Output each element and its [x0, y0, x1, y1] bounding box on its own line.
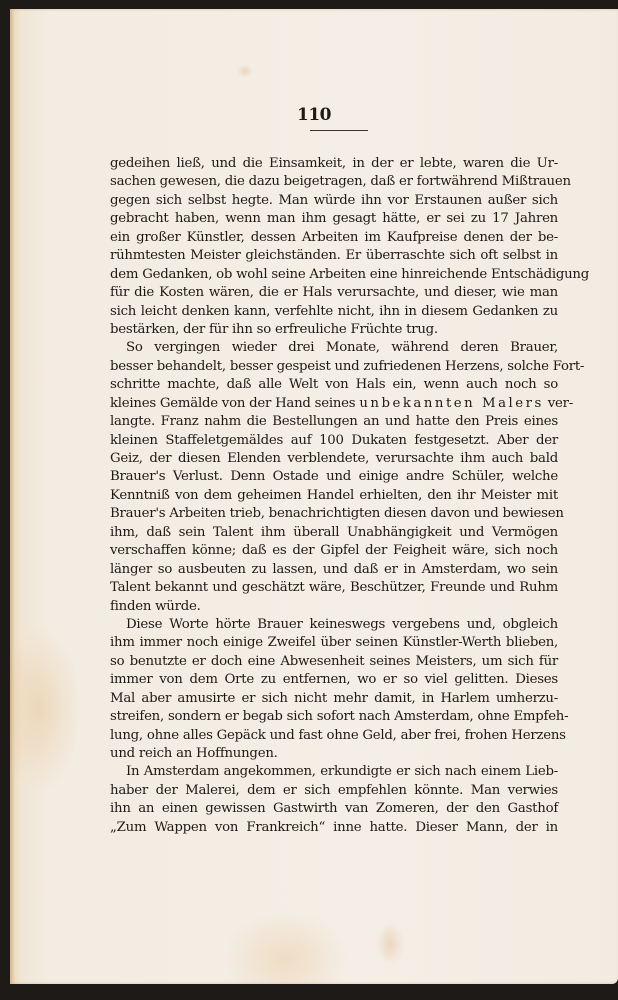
emphasized-text: unbekannten Malers [359, 395, 544, 411]
book-page [10, 9, 618, 984]
text-line: so benutzte er doch eine Abwesenheit seines Meisters, um sich für [110, 653, 558, 669]
text-line: „Zum Wappen von Frankreich“ inne hatte. Dieser Mann, der in [110, 819, 558, 835]
text-line: kleines Gemälde von der Hand seines unbekannten Malers ver- [110, 395, 574, 411]
text-line: haber der Malerei, dem er sich empfehlen könnte. Man verwies [110, 782, 558, 798]
text-line: sich leicht denken kann, verfehlte nicht, ihn in diesem Gedanken zu [110, 303, 558, 319]
text-line: dem Gedanken, ob wohl seine Arbeiten eine hinreichende Entschädigung [110, 266, 590, 282]
text-line: Talent bekannt und geschätzt wäre, Beschützer, Freunde und Ruhm [110, 580, 558, 596]
page-number-rule [310, 130, 368, 131]
text-line: immer von dem Orte zu entfernen, wo er so viel gelitten. Dieses [110, 672, 558, 688]
text-line: gebracht haben, wenn man ihm gesagt hätte, er sei zu 17 Jahren [110, 211, 558, 227]
text-line: länger so ausbeuten zu lassen, und daß er in Amsterdam, wo sein [110, 561, 558, 577]
text-line: Brauer's Verlust. Denn Ostade und einige andre Schüler, welche [110, 469, 558, 485]
text-line: So vergingen wieder drei Monate, während deren Brauer, [126, 340, 558, 356]
text-line: gegen sich selbst hegte. Man würde ihn vor Erstaunen außer sich [110, 192, 558, 208]
text-line: ein großer Künstler, dessen Arbeiten im Kaufpreise denen der be- [110, 229, 558, 245]
text-line: Diese Worte hörte Brauer keineswegs vergebens und, obgleich [126, 616, 558, 632]
text-line: sachen gewesen, die dazu beigetragen, daß er fortwährend Mißtrauen [110, 174, 571, 190]
text-line: Geiz, der diesen Elenden verblendete, verursachte ihm auch bald [110, 451, 558, 466]
text-line: ihn an einen gewissen Gastwirth van Zomeren, der den Gasthof [110, 801, 558, 817]
text-line: gedeihen ließ, und die Einsamkeit, in der er lebte, waren die Ur- [110, 156, 558, 171]
text-line: rühmtesten Meister gleichständen. Er überraschte sich oft selbst in [110, 248, 558, 264]
text-line: In Amsterdam angekommen, erkundigte er sich nach einem Lieb- [126, 764, 558, 780]
text-line: besser behandelt, besser gespeist und zufriedenen Herzens, solche Fort- [110, 358, 585, 374]
text-line: finden würde. [110, 598, 201, 614]
text-line: schritte machte, daß alle Welt von Hals ein, wenn auch noch so [110, 377, 558, 393]
text-line: verschaffen könne; daß es der Gipfel der Feigheit wäre, sich noch [110, 543, 558, 559]
text-line: Mal aber amusirte er sich nicht mehr damit, in Harlem umherzu- [110, 690, 558, 706]
text-line: Kenntniß von dem geheimen Handel erhielten, den ihr Meister mit [110, 487, 558, 503]
text-line: kleinen Staffeletgemäldes auf 100 Dukaten festgesetzt. Aber der [110, 432, 558, 448]
text-line: ihm, daß sein Talent ihm überall Unabhängigkeit und Vermögen [110, 524, 558, 540]
text-line: lung, ohne alles Gepäck und fast ohne Geld, aber frei, frohen Herzens [110, 727, 566, 743]
text-line: streifen, sondern er begab sich sofort nach Amsterdam, ohne Empfeh- [110, 709, 569, 725]
text-line: ihm immer noch einige Zweifel über seinen Künstler-Werth blieben, [110, 635, 558, 651]
page-number: 110 [297, 105, 331, 125]
text-line: und reich an Hoffnungen. [110, 746, 278, 761]
body-text [110, 155, 590, 837]
text-line: Brauer's Arbeiten trieb, benachrichtigten diesen davon und bewiesen [110, 506, 564, 522]
text-line: bestärken, der für ihn so erfreuliche Früchte trug. [110, 321, 438, 337]
text-line: für die Kosten wären, die er Hals verursachte, und dieser, wie man [110, 285, 558, 301]
text-line: langte. Franz nahm die Bestellungen an und hatte den Preis eines [110, 414, 558, 430]
